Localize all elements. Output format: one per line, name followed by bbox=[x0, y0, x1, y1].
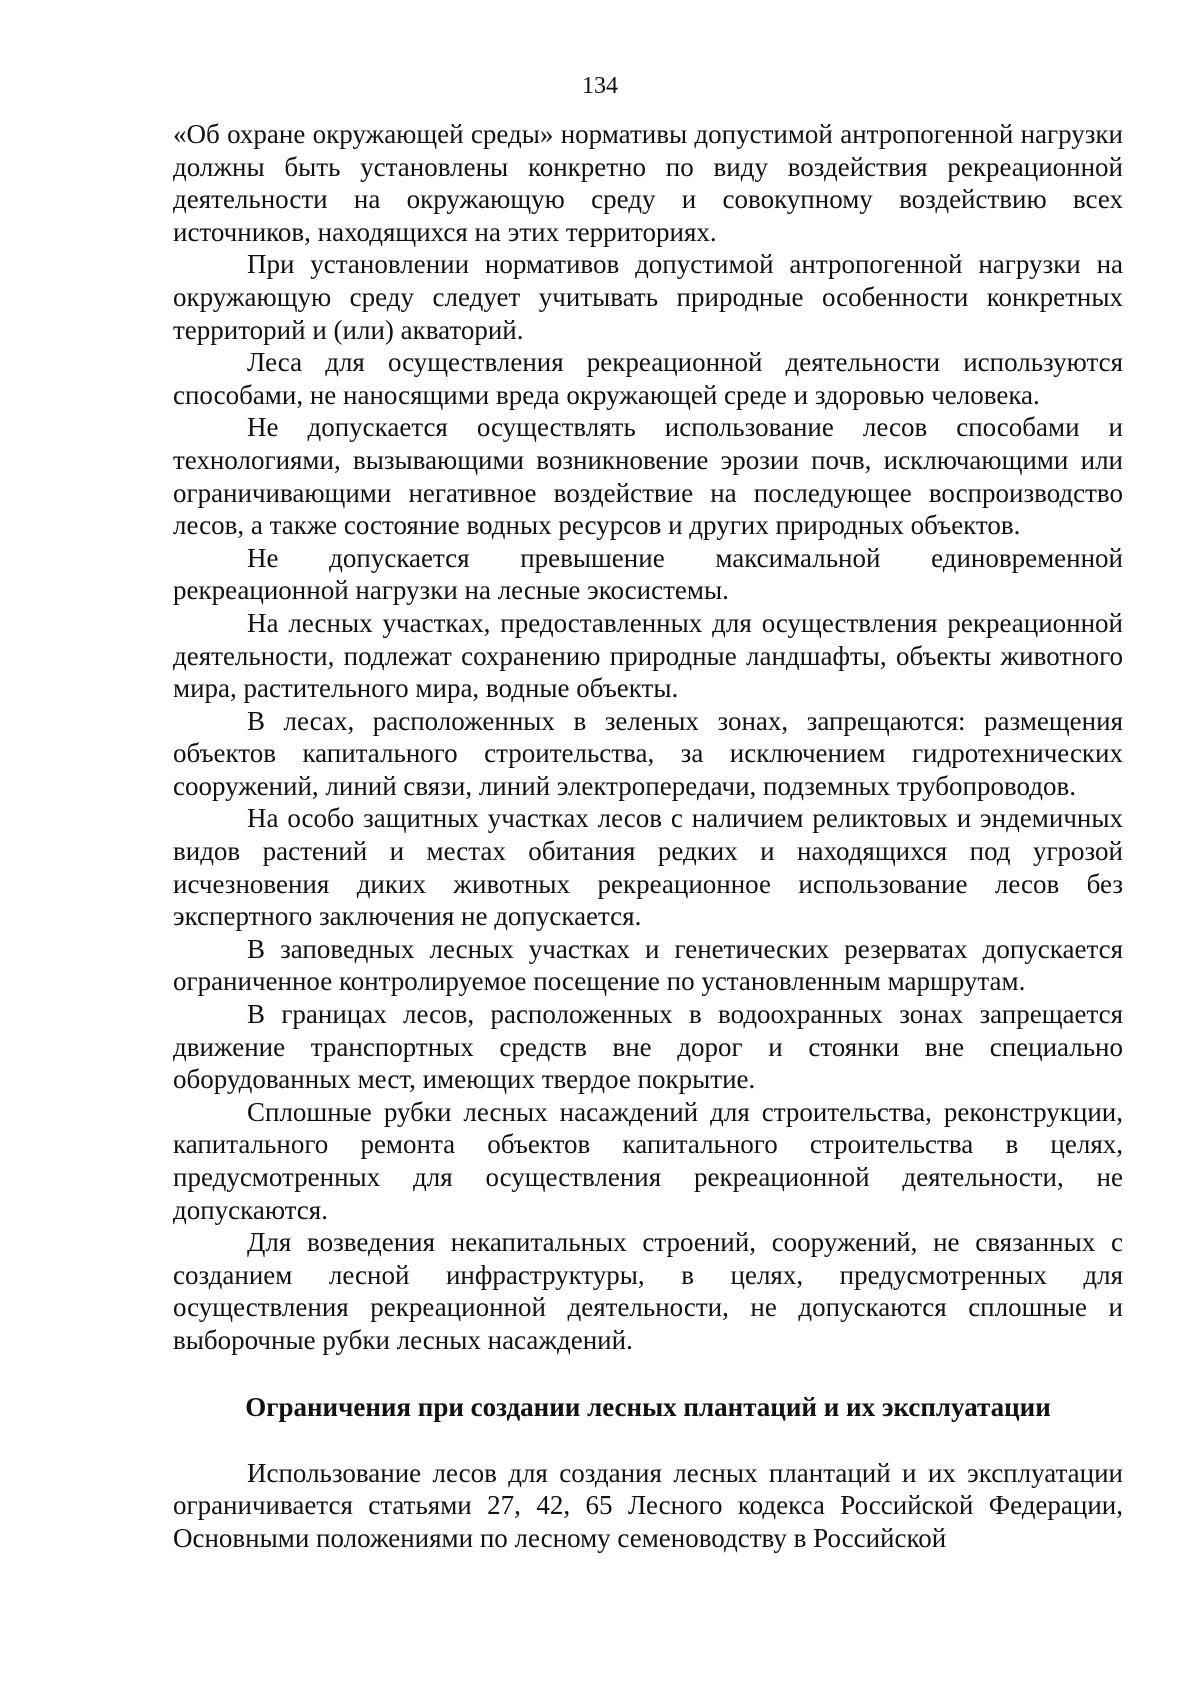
paragraph: Не допускается осуществлять использование лесов способами и технологиями, вызывающими возникновение эрозии почв, исключающими или ограничивающими негативное воздействие на последующее воспроизводство лесов, а также состояние водных ресурсов и других природных объектов. bbox=[173, 412, 1123, 541]
paragraph-continued: «Об охране окружающей среды» нормативы допустимой антропогенной нагрузки должны быть установлены конкретно по виду воздействия рекреационной деятельности на окружающую среду и совокупному воздействию всех источников, находящихся на этих территориях. bbox=[173, 119, 1123, 247]
paragraph: Использование лесов для создания лесных плантаций и их эксплуатации ограничивается статьями 27, 42, 65 Лесного кодекса Российской Федерации, Основными положениями по лесному семеноводству в Российской bbox=[173, 1457, 1123, 1553]
page-number: 134 bbox=[582, 73, 618, 99]
paragraph: В границах лесов, расположенных в водоохранных зонах запрещается движение транспортных средств вне дорог и стоянки вне специально оборудованных мест, имеющих твердое покрытие. bbox=[173, 999, 1123, 1095]
paragraph: Леса для осуществления рекреационной деятельности используются способами, не наносящими вреда окружающей среде и здоровью человека. bbox=[173, 347, 1123, 410]
document-body bbox=[173, 118, 1123, 1554]
paragraph: На особо защитных участках лесов с наличием реликтовых и эндемичных видов растений и местах обитания редких и находящихся под угрозой исчезновения диких животных рекреационное использование лесов без экспертного заключения не допускается. bbox=[173, 803, 1123, 932]
paragraph: В лесах, расположенных в зеленых зонах, запрещаются: размещения объектов капитального строительства, за исключением гидротехнических сооружений, линий связи, линий электропередачи, подземных трубопроводов. bbox=[173, 705, 1123, 801]
paragraph: При установлении нормативов допустимой антропогенной нагрузки на окружающую среду следует учитывать природные особенности конкретных территорий и (или) акваторий. bbox=[173, 249, 1123, 345]
paragraph: Сплошные рубки лесных насаждений для строительства, реконструкции, капитального ремонта объектов капитального строительства в целях, предусмотренных для осуществления рекреационной деятельности, не допускаются. bbox=[173, 1096, 1123, 1225]
paragraph: В заповедных лесных участках и генетических резерватах допускается ограниченное контролируемое посещение по установленным маршрутам. bbox=[173, 933, 1123, 997]
section-heading: Ограничения при создании лесных плантаций и их эксплуатации bbox=[245, 1391, 1051, 1422]
paragraph: Не допускается превышение максимальной единовременной рекреационной нагрузки на лесные экосистемы. bbox=[173, 542, 1123, 606]
paragraph: Для возведения некапитальных строений, сооружений, не связанных с созданием лесной инфраструктуры, в целях, предусмотренных для осуществления рекреационной деятельности, не допускаются сплошные и выборочные рубки лесных насаждений. bbox=[173, 1227, 1123, 1355]
paragraph: На лесных участках, предоставленных для осуществления рекреационной деятельности, подлежат сохранению природные ландшафты, объекты животного мира, растительного мира, водные объекты. bbox=[173, 607, 1123, 704]
